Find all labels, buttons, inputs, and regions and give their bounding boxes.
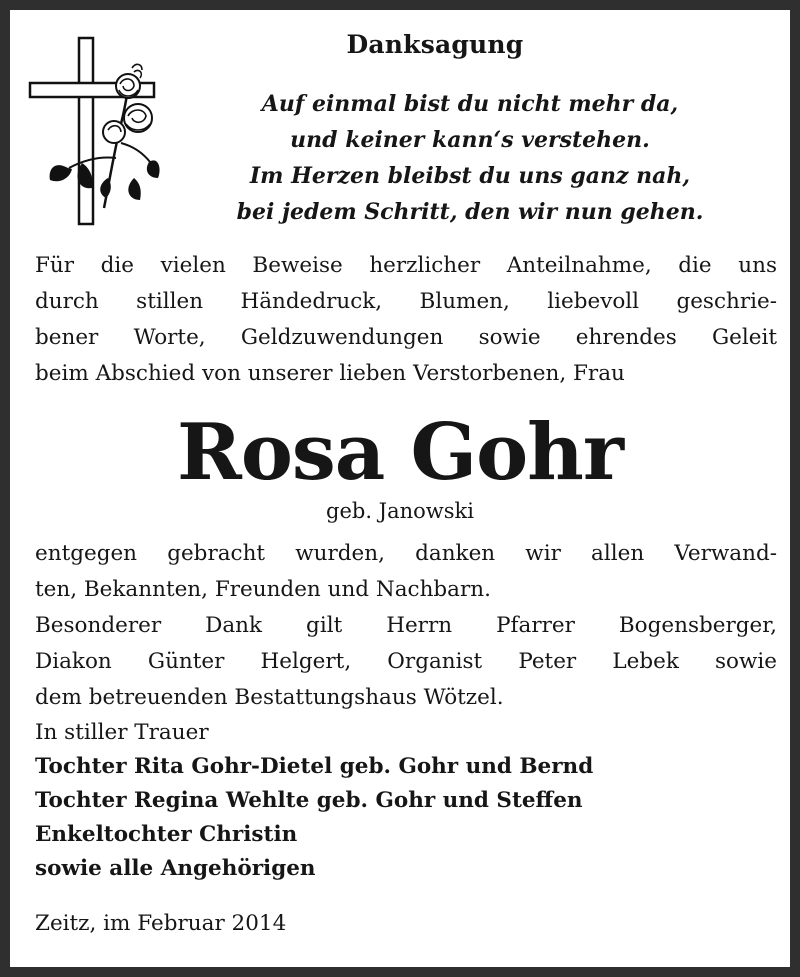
mourners-block (35, 716, 777, 886)
mourning-intro: In stiller Trauer (35, 720, 209, 745)
thanks-paragraph (35, 536, 777, 716)
poem-line: Im Herzen bleibst du uns ganz nah, (249, 163, 691, 189)
memorial-poem (190, 86, 750, 230)
text-line: bener Worte, Geldzuwendungen sowie ehrendes Geleit (35, 325, 777, 350)
text-line: durch stillen Händedruck, Blumen, liebevoll geschrie- (35, 289, 777, 314)
text-line: Für die vielen Beweise herzlicher Anteilnahme, die uns (35, 253, 777, 278)
poem-line: und keiner kann‘s verstehen. (290, 127, 650, 153)
mourner-line: Tochter Regina Wehlte geb. Gohr und Steffen (35, 788, 583, 813)
text-line: Diakon Günter Helgert, Organist Peter Lebek sowie (35, 649, 777, 674)
place-date: Zeitz, im Februar 2014 (35, 911, 287, 936)
mourner-line: sowie alle Angehörigen (35, 856, 316, 881)
deceased-name: Rosa Gohr (177, 407, 623, 498)
text-line: beim Abschied von unserer lieben Verstorbenen, Frau (35, 361, 625, 386)
notice-heading: Danksagung (346, 30, 524, 59)
poem-line: Auf einmal bist du nicht mehr da, (261, 91, 679, 117)
text-line: ten, Bekannten, Freunden und Nachbarn. (35, 577, 491, 602)
maiden-name: geb. Janowski (326, 499, 474, 523)
mourner-line: Tochter Rita Gohr-Dietel geb. Gohr und Bernd (35, 754, 594, 779)
mourner-line: Enkeltochter Christin (35, 822, 298, 847)
text-line: entgegen gebracht wurden, danken wir allen Verwand- (35, 541, 777, 566)
poem-line: bei jedem Schritt, den wir nun gehen. (236, 199, 704, 225)
text-line: Besonderer Dank gilt Herrn Pfarrer Bogensberger, (35, 613, 777, 638)
intro-paragraph (35, 248, 777, 392)
text-line: dem betreuenden Bestattungshaus Wötzel. (35, 685, 504, 710)
